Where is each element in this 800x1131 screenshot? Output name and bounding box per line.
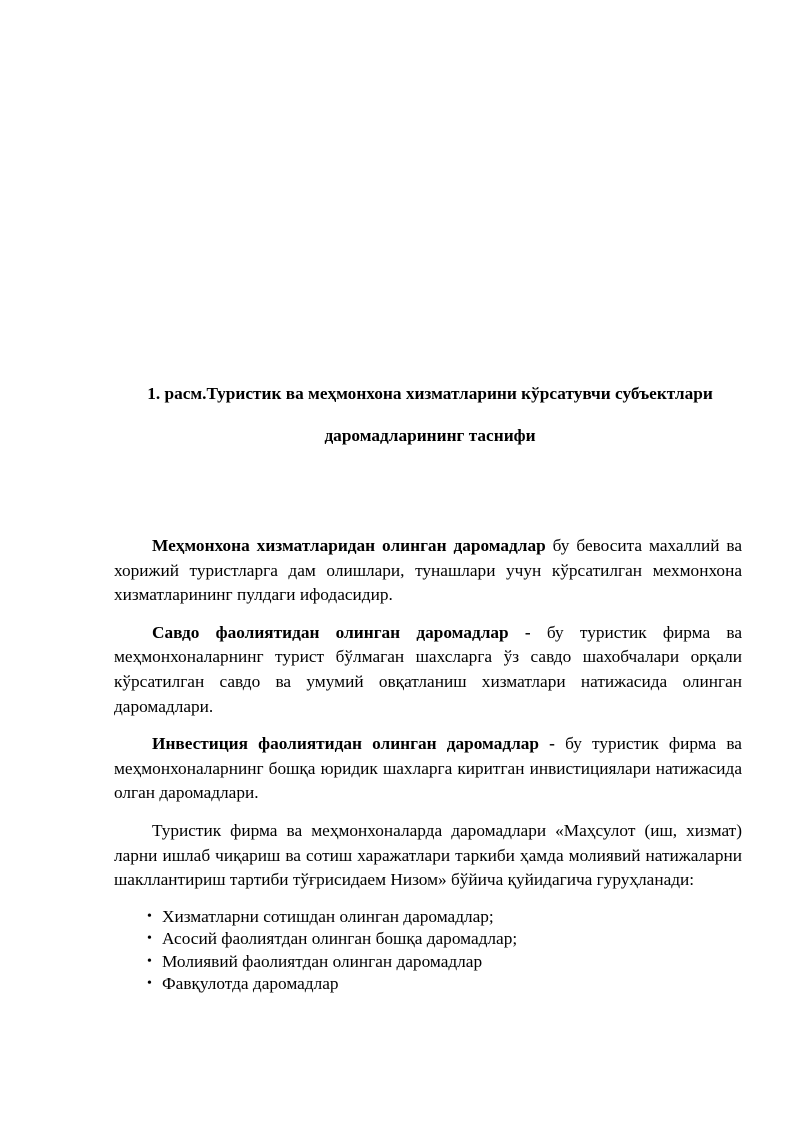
paragraph-hotel-income <box>114 534 742 608</box>
paragraph-income-grouping <box>114 819 742 893</box>
bullet-icon: • <box>147 908 152 924</box>
paragraph-term: Инвестиция фаолиятидан олинган даромадлар - <box>152 734 555 754</box>
body-text <box>114 534 742 996</box>
list-item <box>147 951 742 974</box>
paragraph-text: бу туристик фирма ва меҳмонхоналарнинг бошқа юридик шахларга киритган инвистициялари натижасида олган даромадлари. <box>114 734 742 803</box>
figure-caption-line-1: 1. расм.Туристик ва меҳмонхона хизматларини кўрсатувчи субъектлари <box>147 384 713 403</box>
list-item-text: Асосий фаолиятдан олинган бошқа даромадлар; <box>162 929 518 949</box>
list-item-text: Молиявий фаолиятдан олинган даромадлар <box>162 951 483 971</box>
paragraph-text: бу бевосита махаллий ва хорижий туристларга дам олишлари, тунашлари учун кўрсатилган мехмонхона хизматларининг пулдаги ифодасидир. <box>114 536 743 605</box>
income-types-list <box>147 906 742 996</box>
figure-caption-line-2: даромадларининг таснифи <box>324 426 536 445</box>
list-item <box>147 928 742 951</box>
paragraph-term: Меҳмонхона хизматларидан олинган даромадлар <box>152 536 546 555</box>
bullet-icon: • <box>147 931 152 947</box>
paragraph-text: Туристик фирма ва меҳмонхоналарда даромадлари «Маҳсулот (иш, хизмат) ларни ишлаб чиқариш ва сотиш харажатлари таркиби ҳамда молиявий натижаларни шакллантириш тартиби тўғрисидаем Низом» бўйича қуйидагича гуруҳланади: <box>114 820 742 890</box>
paragraph-term: Савдо фаолиятидан олинган даромадлар - <box>152 622 531 642</box>
list-item <box>147 973 742 996</box>
list-item <box>147 906 742 929</box>
paragraph-trade-income <box>114 621 742 719</box>
list-item-text: Хизматларни сотишдан олинган даромадлар; <box>162 906 494 926</box>
paragraph-investment-income <box>114 732 742 806</box>
bullet-icon: • <box>147 976 152 992</box>
list-item-text: Фавқулотда даромадлар <box>162 974 339 994</box>
paragraph-text: бу туристик фирма ва меҳмонхоналарнинг турист бўлмаган шахсларга ўз савдо шахобчалари орқали кўрсатилган савдо ва умумий овқатланиш хизматлари натижасида олинган даромадлари. <box>114 622 742 716</box>
bullet-icon: • <box>147 953 152 969</box>
